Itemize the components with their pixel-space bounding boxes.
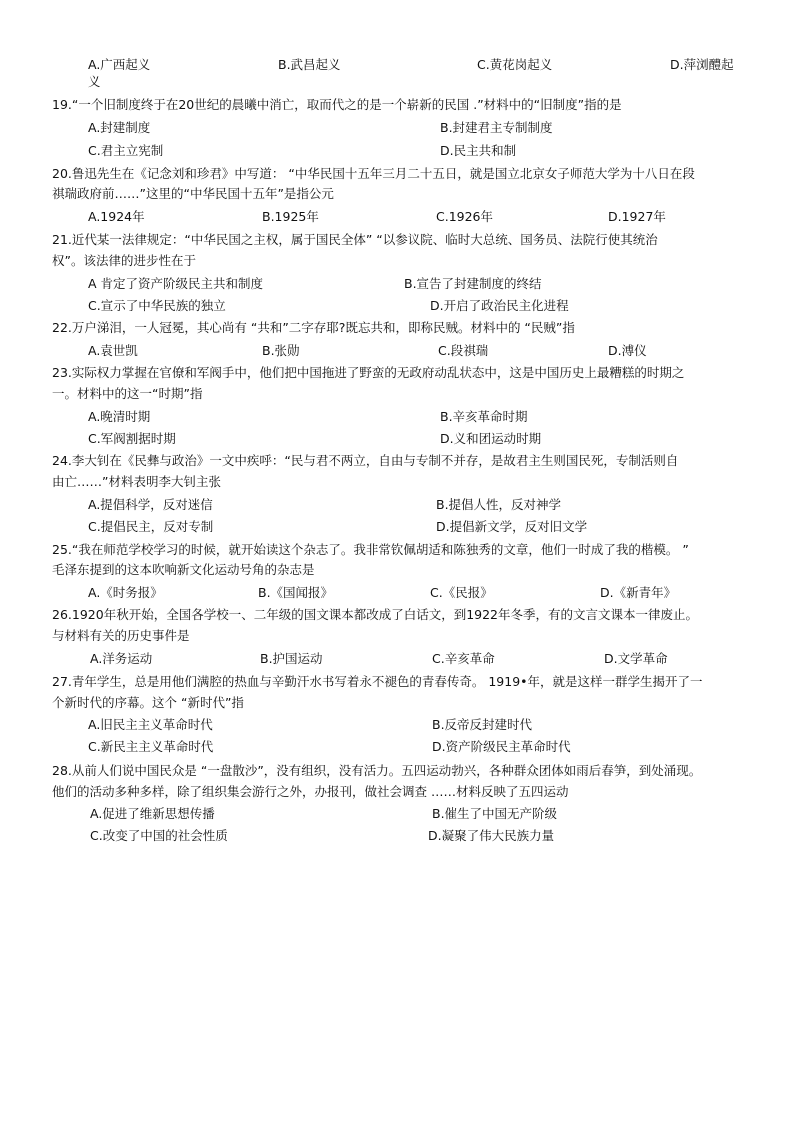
q28-stem-line2: 他们的活动多种多样，除了组织集会游行之外，办报刊，做社会调查 ……材料反映了五四运动 [52,784,569,799]
q22-option-d: D.溥仪 [608,343,647,358]
q18-option-c: C.黄花岗起义 [477,57,553,72]
q24-stem-line2: 由亡……”材料表明李大钊主张 [52,474,221,489]
q19-option-b: B.封建君主专制制度 [440,120,553,135]
q21-option-d: D.开启了政治民主化进程 [430,298,569,313]
q22-option-b: B.张勋 [262,343,300,358]
q25-option-d: D.《新青年》 [600,585,677,600]
q22-stem: 22.万户涕泪，一人冠冕，其心尚有 “共和”二字存耶?既忘共和，即称民贼。材料中的 “民贼”指 [52,320,575,335]
q19-option-c: C.君主立宪制 [88,143,164,158]
q19-stem: 19.“一个旧制度终于在20世纪的晨曦中消亡，取而代之的是一个崭新的民国 .”材料中的“旧制度”指的是 [52,97,622,112]
q28-option-c: C.改变了中国的社会性质 [90,828,228,843]
q24-option-d: D.提倡新文学，反对旧文学 [436,519,588,534]
q25-option-c: C.《民报》 [430,585,493,600]
q25-stem-line2: 毛泽东提到的这本吹响新文化运动号角的杂志是 [52,562,315,577]
q24-option-b: B.提倡人性，反对神学 [436,497,562,512]
q24-option-a: A.提倡科学，反对迷信 [88,497,213,512]
q27-stem-line2: 个新时代的序幕。这个 “新时代”指 [52,695,244,710]
q26-option-d: D.文学革命 [604,651,668,666]
q22-option-c: C.段祺瑞 [438,343,489,358]
q25-option-a: A.《时务报》 [88,585,163,600]
q21-stem-line2: 权”。该法律的进步性在于 [52,253,196,268]
q18-option-b: B.武昌起义 [278,57,341,72]
q20-option-c: C.1926年 [436,209,494,224]
q26-option-b: B.护国运动 [260,651,323,666]
q20-stem-line2: 祺瑞政府前……”这里的“中华民国十五年”是指公元 [52,186,334,201]
q20-option-d: D.1927年 [608,209,666,224]
q26-stem-line2: 与材料有关的历史事件是 [52,628,190,643]
q19-option-a: A.封建制度 [88,120,151,135]
q18-option-d-wrap: 义 [88,74,101,89]
q28-stem-line1: 28.从前人们说中国民众是 “一盘散沙”，没有组织，没有活力。五四运动勃兴，各种群众团体如雨后春笋，到处涌现。 [52,763,702,778]
q27-option-a: A.旧民主主义革命时代 [88,717,213,732]
q21-stem-line1: 21.近代某一法律规定：“中华民国之主权，属于国民全体” “以参议院、临时大总统、国务员、法院行使其统治 [52,232,658,247]
q21-option-c: C.宣示了中华民族的独立 [88,298,226,313]
q20-option-b: B.1925年 [262,209,319,224]
q23-option-a: A.晚清时期 [88,409,151,424]
q26-option-c: C.辛亥革命 [432,651,495,666]
q27-option-d: D.资产阶级民主革命时代 [432,739,571,754]
q23-option-d: D.义和团运动时期 [440,431,542,446]
q24-option-c: C.提倡民主，反对专制 [88,519,214,534]
q28-option-b: B.催生了中国无产阶级 [432,806,558,821]
q20-stem-line1: 20.鲁迅先生在《记念刘和珍君》中写道： “中华民国十五年三月二十五日，就是国立北京女子师范大学为十八日在段 [52,166,695,181]
q18-option-a: A.广西起义 [88,57,151,72]
q27-option-b: B.反帝反封建时代 [432,717,533,732]
q26-option-a: A.洋务运动 [90,651,153,666]
q18-option-d: D.萍浏醴起 [670,57,734,72]
q23-stem-line1: 23.实际权力掌握在官僚和军阀手中，他们把中国拖进了野蛮的无政府动乱状态中，这是中国历史上最糟糕的时期之 [52,365,685,380]
q28-option-d: D.凝聚了伟大民族力量 [428,828,555,843]
q24-stem-line1: 24.李大钊在《民彝与政治》一文中疾呼：“民与君不两立，自由与专制不并存，是故君主生则国民死，专制活则自 [52,453,679,468]
q25-option-b: B.《国闻报》 [258,585,334,600]
q23-option-b: B.辛亥革命时期 [440,409,528,424]
q27-option-c: C.新民主主义革命时代 [88,739,214,754]
q22-option-a: A.袁世凯 [88,343,138,358]
q20-option-a: A.1924年 [88,209,145,224]
q21-option-b: B.宣告了封建制度的终结 [404,276,542,291]
q26-stem-line1: 26.1920年秋开始，全国各学校一、二年级的国文课本都改成了白话文，到1922年冬季，有的文言文课本一律废止。 [52,607,699,622]
q21-option-a: A 肯定了资产阶级民主共和制度 [88,276,264,291]
q23-option-c: C.军阀割据时期 [88,431,176,446]
q19-option-d: D.民主共和制 [440,143,517,158]
q23-stem-line2: 一。材料中的这一“时期”指 [52,386,203,401]
q28-option-a: A.促进了维新思想传播 [90,806,215,821]
q27-stem-line1: 27.青年学生，总是用他们满腔的热血与辛勤汗水书写着永不褪色的青春传奇。 1919•年，就是这样一群学生揭开了一 [52,674,703,689]
q25-stem-line1: 25.“我在师范学校学习的时候，就开始读这个杂志了。我非常钦佩胡适和陈独秀的文章，他们一时成了我的楷模。 ” [52,542,689,557]
